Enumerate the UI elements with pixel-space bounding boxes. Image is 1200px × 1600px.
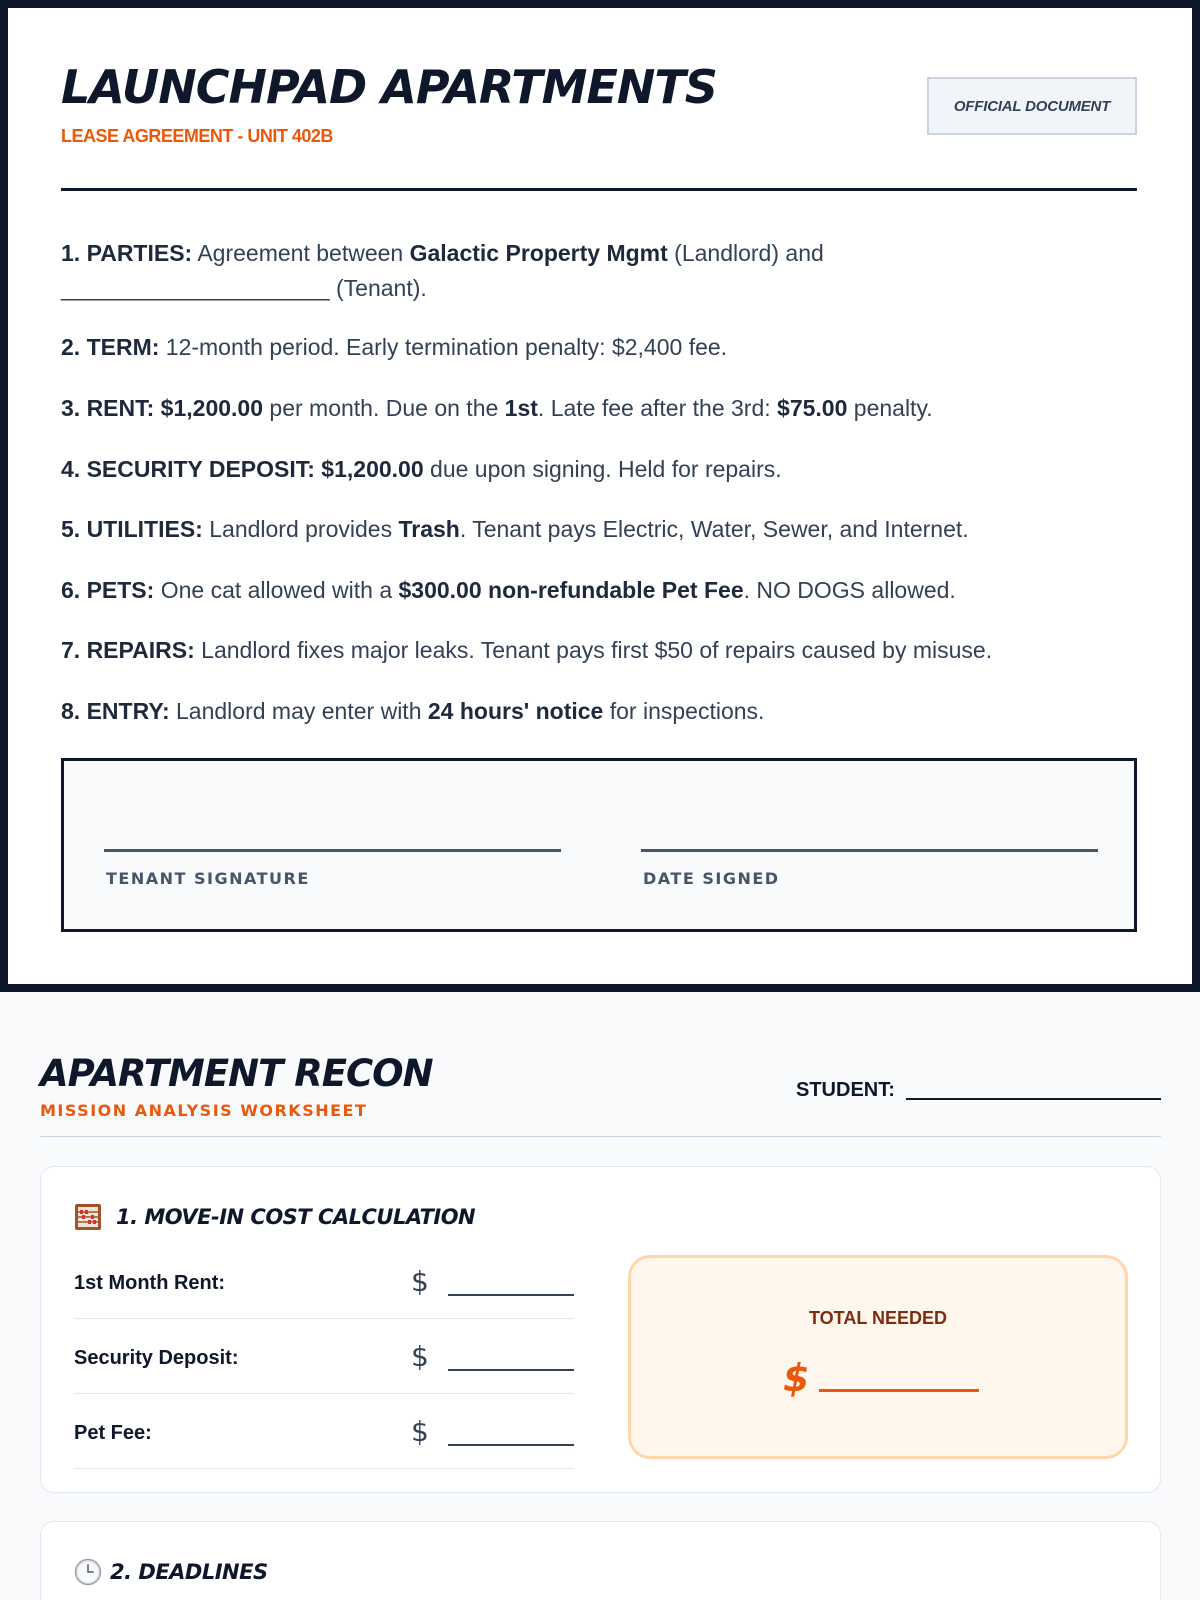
clause-number: 3. RENT:: [61, 395, 155, 421]
clause-text: Landlord provides: [202, 516, 399, 542]
clause-pets: [61, 573, 1151, 608]
total-currency-symbol: $: [783, 1356, 810, 1400]
lease-title: LAUNCHPAD APARTMENTS: [61, 60, 717, 114]
signature-box: [61, 758, 1137, 932]
tenant-name-blank: _____________________: [61, 275, 330, 301]
clause-text: Landlord fixes major leaks. Tenant pays first $50 of repairs caused by misuse.: [194, 637, 993, 663]
clause-number: 7. REPAIRS:: [61, 637, 195, 663]
student-name-field[interactable]: [906, 1098, 1161, 1100]
clause-number: 6. PETS:: [61, 577, 155, 603]
clause-number: 2. TERM:: [61, 334, 160, 360]
clause-text: . NO DOGS allowed.: [743, 577, 956, 603]
cost-row-deposit: [74, 1319, 574, 1394]
tenant-signature-label: TENANT SIGNATURE: [106, 869, 310, 888]
pet-fee: $300.00 non-refundable Pet Fee: [398, 577, 744, 603]
clock-icon: [74, 1558, 102, 1586]
clause-number: 8. ENTRY:: [61, 698, 170, 724]
pet-fee-answer-field[interactable]: [448, 1444, 574, 1446]
tenant-signature-line[interactable]: [104, 849, 561, 852]
cost-label: Security Deposit:: [74, 1347, 239, 1369]
currency-symbol: $: [411, 1340, 429, 1373]
clause-text: . Late fee after the 3rd:: [537, 395, 778, 421]
landlord-provided-utility: Trash: [398, 516, 460, 542]
move-in-cost-card: [40, 1166, 1161, 1493]
clause-number: 1. PARTIES:: [61, 240, 193, 266]
clause-text: (Landlord) and: [667, 240, 824, 266]
clause-text: Landlord may enter with: [169, 698, 428, 724]
cost-label: Pet Fee:: [74, 1422, 152, 1444]
entry-notice: 24 hours' notice: [427, 698, 604, 724]
clause-number: 4. SECURITY DEPOSIT:: [61, 456, 315, 482]
clause-repairs: [61, 633, 1151, 668]
clause-utilities: [61, 512, 1151, 547]
move-in-cost-heading: [74, 1203, 475, 1231]
clause-parties-line-2: [61, 271, 1151, 306]
deadlines-heading: [74, 1558, 268, 1586]
rent-due-day: 1st: [504, 395, 538, 421]
currency-symbol: $: [411, 1265, 429, 1298]
cost-label: 1st Month Rent:: [74, 1272, 226, 1294]
worksheet-subtitle: MISSION ANALYSIS WORKSHEET: [40, 1101, 368, 1120]
clause-term: [61, 330, 1151, 365]
cost-row-pet-fee: [74, 1394, 574, 1469]
deposit-answer-field[interactable]: [448, 1369, 574, 1371]
clause-text: One cat allowed with a: [154, 577, 399, 603]
rent-amount: $1,200.00: [154, 395, 264, 421]
student-label: STUDENT:: [796, 1079, 895, 1101]
clause-text: for inspections.: [603, 698, 765, 724]
date-signed-label: DATE SIGNED: [643, 869, 780, 888]
cost-row-rent: [74, 1244, 574, 1319]
clause-text: per month. Due on the: [263, 395, 505, 421]
worksheet-title: APARTMENT RECON: [40, 1052, 433, 1095]
section-heading-text: 2. DEADLINES: [110, 1560, 268, 1584]
total-needed-box: [628, 1255, 1128, 1459]
rent-answer-field[interactable]: [448, 1294, 574, 1296]
total-answer-field[interactable]: [819, 1389, 979, 1392]
deposit-amount: $1,200.00: [314, 456, 424, 482]
late-fee-amount: $75.00: [777, 395, 848, 421]
clause-entry: [61, 694, 1151, 729]
worksheet-divider: [40, 1136, 1161, 1137]
date-signed-line[interactable]: [641, 849, 1098, 852]
clause-parties: [61, 236, 1151, 306]
section-heading-text: 1. MOVE-IN COST CALCULATION: [116, 1205, 476, 1229]
clause-security-deposit: [61, 452, 1151, 487]
clause-text: 12-month period. Early termination penalty: $2,400 fee.: [159, 334, 728, 360]
deadlines-card: [40, 1521, 1161, 1600]
clause-text: penalty.: [847, 395, 933, 421]
clause-parties-line-1: [61, 236, 1151, 271]
clause-text: Agreement between: [192, 240, 410, 266]
landlord-name: Galactic Property Mgmt: [409, 240, 668, 266]
clause-number: 5. UTILITIES:: [61, 516, 203, 542]
lease-subtitle: LEASE AGREEMENT - UNIT 402B: [61, 126, 333, 146]
clause-text: (Tenant).: [329, 275, 427, 301]
currency-symbol: $: [411, 1415, 429, 1448]
official-document-badge: OFFICIAL DOCUMENT: [927, 77, 1137, 135]
clause-text: due upon signing. Held for repairs.: [423, 456, 782, 482]
total-needed-label: TOTAL NEEDED: [808, 1308, 947, 1328]
clause-text: . Tenant pays Electric, Water, Sewer, and Internet.: [459, 516, 969, 542]
abacus-icon: [74, 1203, 102, 1231]
lease-divider: [61, 188, 1137, 191]
clause-rent: [61, 391, 1151, 426]
